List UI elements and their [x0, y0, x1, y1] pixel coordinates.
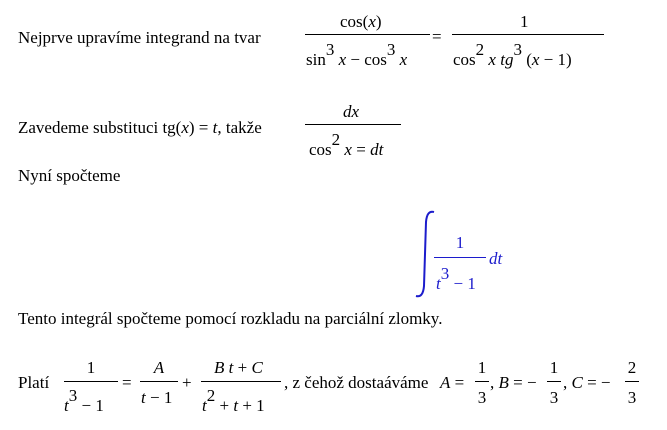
fraction-numerator: A	[153, 358, 165, 377]
fraction-bar	[625, 381, 639, 382]
fraction-bar	[64, 381, 118, 382]
B-label: , B = −	[490, 373, 537, 392]
fraction-denominator: sin3 x − cos3 x	[306, 40, 408, 69]
differential-dt: dt	[489, 249, 503, 268]
plati-label: Platí	[18, 373, 50, 392]
fraction-numerator: dx	[343, 102, 360, 121]
fraction-denominator: 3	[627, 388, 637, 407]
fraction-numerator: 2	[627, 358, 637, 377]
integrand-denominator: t3 − 1	[436, 264, 476, 293]
fraction-bar	[201, 381, 281, 382]
fraction-denominator: 3	[477, 388, 487, 407]
fraction-bar	[452, 34, 604, 35]
fraction-numerator: B t + C	[214, 358, 263, 377]
equals-sign: =	[122, 373, 132, 392]
fraction-bar	[140, 381, 178, 382]
A-label: A =	[440, 373, 465, 392]
fraction-denominator: cos2 x = dt	[309, 130, 384, 159]
hence-text: , z čehož dostaáváme	[284, 373, 429, 392]
fraction-numerator: 1	[549, 358, 559, 377]
fraction-denominator: 3	[549, 388, 559, 407]
substitution-text: Zavedeme substituci tg(x) = t, takže	[18, 118, 262, 137]
fraction-numerator: 1	[477, 358, 487, 377]
fraction-bar	[305, 34, 430, 35]
partial-fractions-text: Tento integrál spočteme pomocí rozkladu na parciální zlomky.	[18, 309, 443, 328]
fraction-bar	[305, 124, 401, 125]
fraction-bar	[475, 381, 489, 382]
intro-text: Nejprve upravíme integrand na tvar	[18, 28, 261, 47]
fraction-bar	[434, 257, 486, 258]
fraction-denominator: t2 + t + 1	[202, 386, 265, 415]
fraction-denominator: cos2 x tg3 (x − 1)	[453, 40, 572, 69]
equals-sign: =	[432, 27, 442, 46]
fraction-denominator: t − 1	[141, 388, 173, 407]
integrand-numerator: 1	[455, 233, 465, 252]
fraction-numerator: 1	[520, 12, 529, 31]
fraction-numerator: cos(x)	[340, 12, 382, 31]
fraction-denominator: t3 − 1	[64, 386, 104, 415]
compute-text: Nyní spočteme	[18, 166, 121, 185]
plus-sign: +	[182, 373, 192, 392]
fraction-numerator: 1	[86, 358, 96, 377]
C-label: , C = −	[563, 373, 611, 392]
fraction-bar	[547, 381, 561, 382]
